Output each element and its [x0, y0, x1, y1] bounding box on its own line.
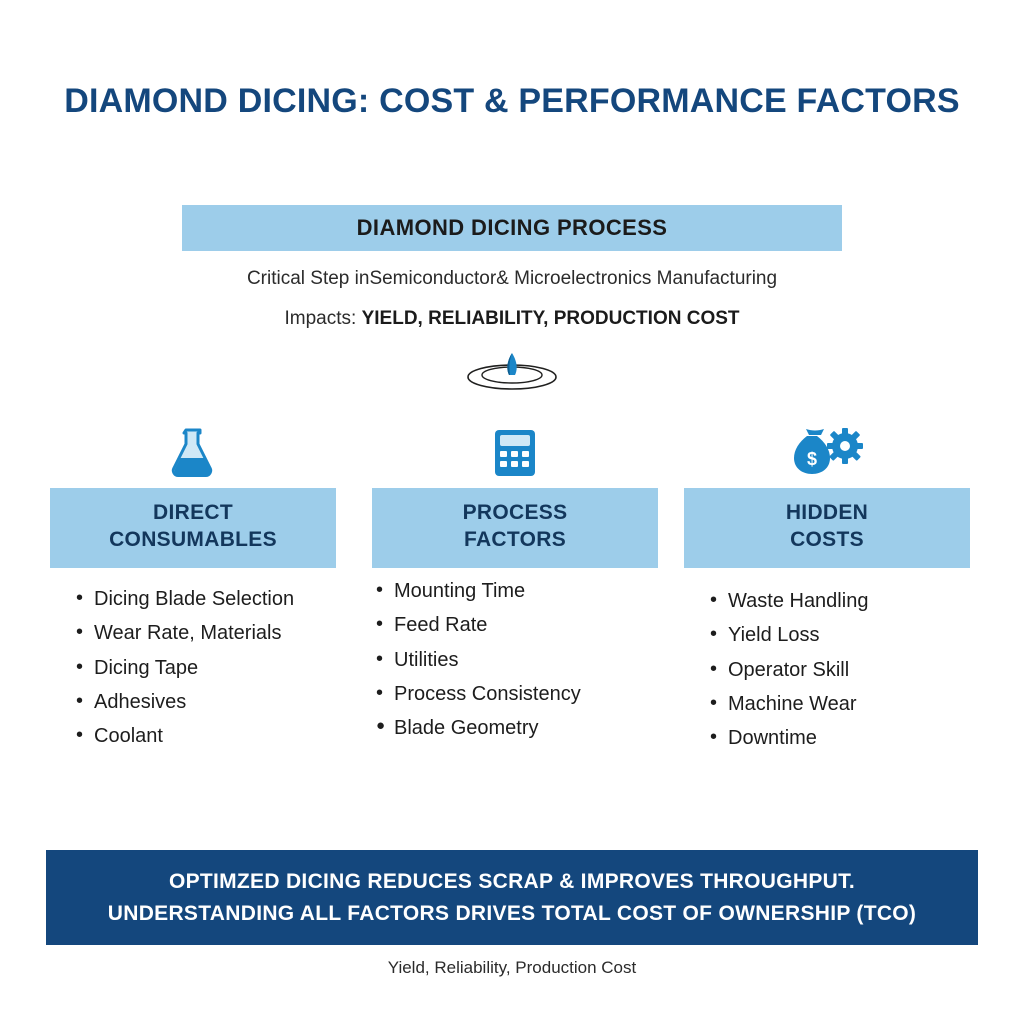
wafer-icon	[462, 350, 562, 392]
subline-prefix: Critical Step in	[246, 268, 370, 289]
subline-suffix: & Microelectronics Manufacturing	[496, 268, 778, 289]
list-item: • Dicing Tape	[64, 651, 336, 685]
svg-text:$: $	[806, 449, 818, 469]
column-1-title-line2: CONSUMABLES	[109, 527, 277, 551]
column-3-header	[684, 488, 970, 568]
list-item: • Mounting Time	[364, 574, 658, 608]
column-process-factors	[372, 420, 658, 746]
list-item: • Downtime	[698, 721, 970, 755]
list-item: • Coolant	[64, 719, 336, 753]
conclusion-line-2: UNDERSTANDING ALL FACTORS DRIVES TOTAL COST OF OWNERSHIP (TCO)	[107, 901, 917, 925]
impacts-label: Impacts:	[284, 308, 357, 329]
column-2-title-line1: PROCESS	[462, 501, 568, 524]
process-impacts	[0, 308, 1024, 330]
list-item: ● Blade Geometry	[364, 711, 658, 745]
column-2-list	[364, 574, 658, 746]
conclusion-line-1: OPTIMZED DICING REDUCES SCRAP & IMPROVES THROUGHPUT.	[168, 870, 856, 893]
list-item: • Feed Rate	[364, 608, 658, 642]
process-subline	[0, 268, 1024, 290]
column-1-list	[64, 582, 336, 754]
impacts-values: YIELD, RELIABILITY, PRODUCTION COST	[361, 308, 740, 329]
column-hidden-costs	[684, 420, 970, 756]
list-item: • Yield Loss	[698, 618, 970, 652]
list-item: • Waste Handling	[698, 584, 970, 618]
process-banner	[182, 205, 842, 251]
list-item: • Adhesives	[64, 685, 336, 719]
flask-icon	[50, 420, 336, 482]
page-title: DIAMOND DICING: COST & PERFORMANCE FACTORS	[64, 82, 960, 120]
column-3-list	[698, 584, 970, 756]
list-item: • Dicing Blade Selection	[64, 582, 336, 616]
money-bag-gear-icon	[684, 420, 970, 482]
footnote: Yield, Reliability, Production Cost	[387, 958, 637, 977]
list-item: • Operator Skill	[698, 653, 970, 687]
column-3-title-line2: COSTS	[790, 527, 864, 551]
list-item: • Machine Wear	[698, 687, 970, 721]
list-item: • Wear Rate, Materials	[64, 616, 336, 650]
column-direct-consumables	[50, 420, 336, 754]
subline-highlight: Semiconductor	[369, 268, 497, 289]
column-2-title-line2: FACTORS	[463, 527, 567, 551]
column-3-title-line1: HIDDEN	[785, 501, 869, 524]
list-item: • Process Consistency	[364, 677, 658, 711]
column-1-header	[50, 488, 336, 568]
conclusion-banner	[46, 850, 978, 945]
list-item: • Utilities	[364, 643, 658, 677]
column-1-title-line1: DIRECT	[153, 501, 233, 524]
process-banner-label: DIAMOND DICING PROCESS	[356, 215, 668, 240]
column-2-header	[372, 488, 658, 568]
control-panel-icon	[372, 420, 658, 482]
